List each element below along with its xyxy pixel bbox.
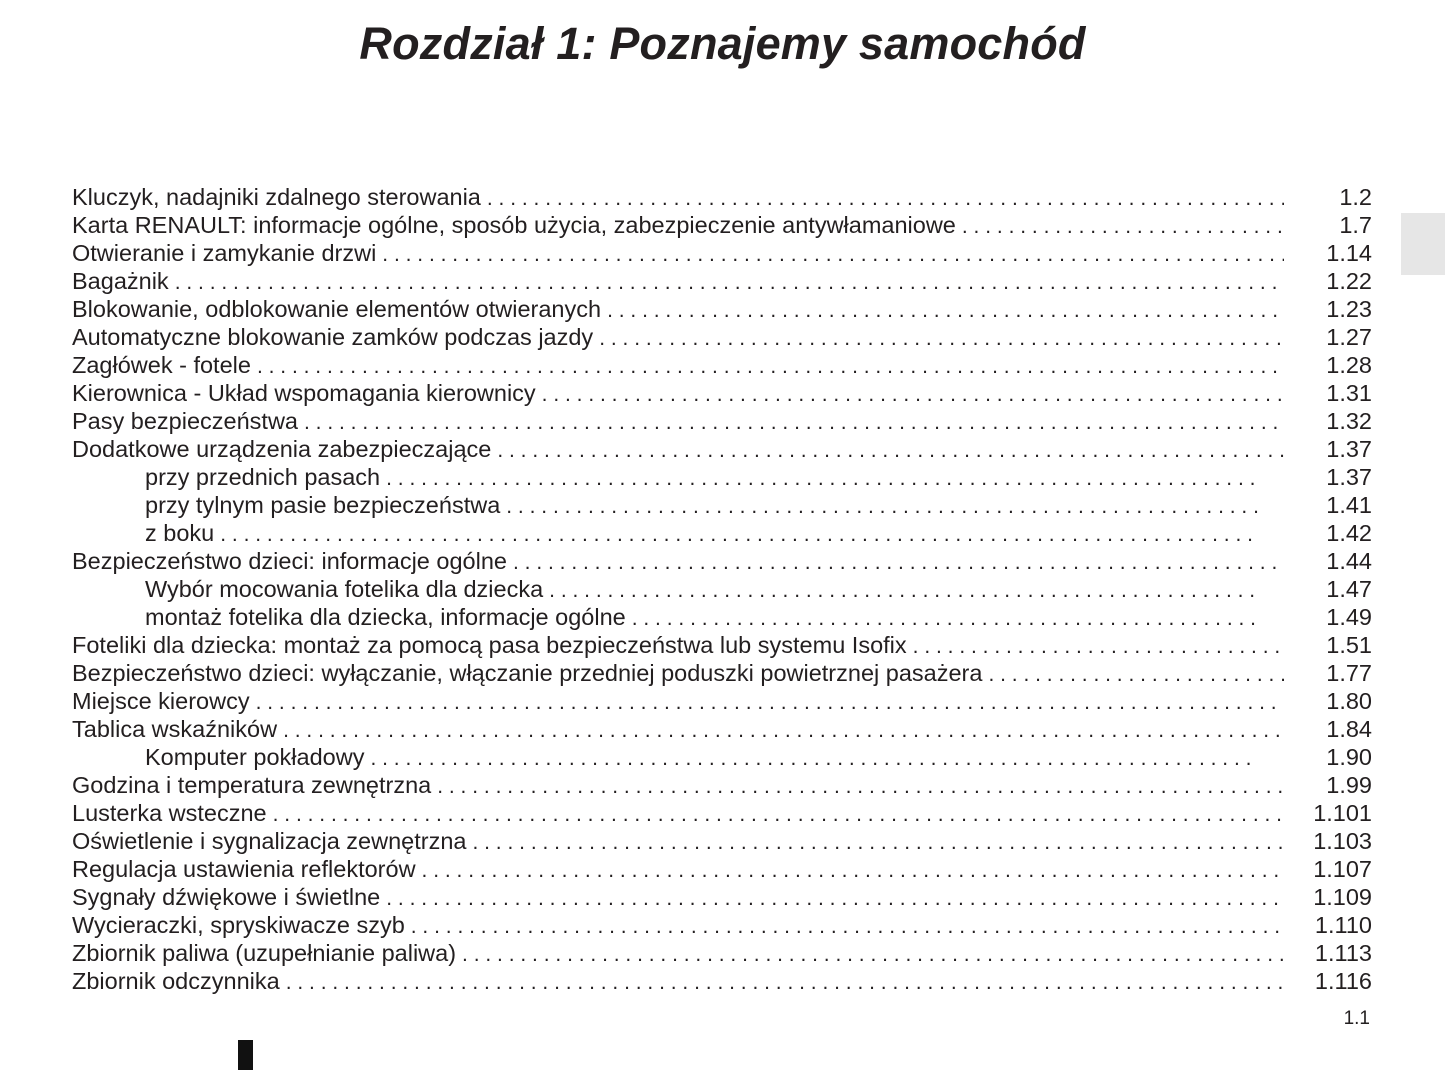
toc-entry[interactable] (72, 603, 1372, 631)
toc-dot-leader (487, 185, 1284, 213)
toc-dot-leader (506, 493, 1258, 521)
toc-entry-title: Bezpieczeństwo dzieci: wyłączanie, włączanie przedniej poduszki powietrznej pasażera (72, 660, 983, 686)
toc-entry-page: 1.109 (1313, 884, 1372, 910)
toc-entry-page: 1.110 (1314, 912, 1372, 938)
toc-entry-page: 1.99 (1326, 772, 1372, 798)
toc-entry-page: 1.103 (1313, 828, 1372, 854)
toc-entry-title: przy przednich pasach (145, 464, 381, 490)
toc-entry-page: 1.47 (1326, 576, 1372, 602)
toc-dot-leader (286, 969, 1284, 997)
toc-entry-title: Kluczyk, nadajniki zdalnego sterowania (72, 184, 481, 210)
toc-entry-title: Wybór mocowania fotelika dla dziecka (145, 576, 544, 602)
toc-dot-leader (386, 465, 1258, 493)
toc-dot-leader (462, 941, 1284, 969)
toc-entry-page: 1.7 (1339, 212, 1372, 238)
toc-dot-leader (607, 297, 1284, 325)
toc-entry-page: 1.49 (1326, 604, 1372, 630)
toc-dot-leader (422, 857, 1284, 885)
toc-entry-page: 1.101 (1313, 800, 1372, 826)
toc-entry[interactable] (72, 771, 1372, 799)
toc-entry-page: 1.42 (1326, 520, 1372, 546)
toc-entry[interactable] (72, 659, 1372, 687)
toc-entry[interactable] (72, 687, 1372, 715)
toc-entry-page: 1.44 (1326, 548, 1372, 574)
toc-entry-page: 1.41 (1326, 492, 1372, 518)
toc-entry[interactable] (72, 435, 1372, 463)
toc-entry-page: 1.28 (1326, 352, 1372, 378)
toc-entry[interactable] (72, 491, 1372, 519)
toc-dot-leader (549, 577, 1258, 605)
toc-entry[interactable] (72, 883, 1372, 911)
toc-dot-leader (175, 269, 1284, 297)
toc-entry-title: Karta RENAULT: informacje ogólne, sposób użycia, zabezpieczenie antywłamaniowe (72, 212, 956, 238)
toc-entry-title: Bagażnik (72, 268, 169, 294)
toc-entry-title: Automatyczne blokowanie zamków podczas jazdy (72, 324, 594, 350)
toc-dot-leader (913, 633, 1284, 661)
toc-entry[interactable] (72, 743, 1372, 771)
toc-entry[interactable] (72, 939, 1372, 967)
toc-entry-title: Kierownica - Układ wspomagania kierownicy (72, 380, 536, 406)
toc-entry[interactable] (72, 967, 1372, 995)
toc-entry[interactable] (72, 631, 1372, 659)
toc-entry-page: 1.31 (1326, 380, 1372, 406)
toc-entry-page: 1.113 (1314, 940, 1372, 966)
toc-entry[interactable] (72, 463, 1372, 491)
toc-entry-title: Foteliki dla dziecka: montaż za pomocą pasa bezpieczeństwa lub systemu Isofix (72, 632, 907, 658)
toc-entry-title: Wycieraczki, spryskiwacze szyb (72, 912, 405, 938)
toc-entry[interactable] (72, 183, 1372, 211)
toc-entry-title: Miejsce kierowcy (72, 688, 250, 714)
toc-entry-page: 1.84 (1326, 716, 1372, 742)
toc-entry[interactable] (72, 799, 1372, 827)
print-crop-mark (238, 1040, 253, 1070)
toc-dot-leader (472, 829, 1284, 857)
toc-entry-title: Otwieranie i zamykanie drzwi (72, 240, 377, 266)
toc-dot-leader (283, 717, 1284, 745)
chapter-tab-marker (1401, 213, 1445, 275)
toc-dot-leader (513, 549, 1284, 577)
toc-dot-leader (542, 381, 1284, 409)
toc-entry-page: 1.51 (1326, 632, 1372, 658)
toc-entry-title: Sygnały dźwiękowe i świetlne (72, 884, 381, 910)
toc-entry[interactable] (72, 211, 1372, 239)
toc-entry-page: 1.37 (1326, 436, 1372, 462)
toc-entry-title: Bezpieczeństwo dzieci: informacje ogólne (72, 548, 507, 574)
toc-entry-title: Blokowanie, odblokowanie elementów otwieranych (72, 296, 602, 322)
toc-entry[interactable] (72, 295, 1372, 323)
toc-dot-leader (497, 437, 1284, 465)
toc-entry-page: 1.2 (1339, 184, 1372, 210)
toc-entry[interactable] (72, 827, 1372, 855)
toc-dot-leader (411, 913, 1284, 941)
toc-entry-page: 1.27 (1326, 324, 1372, 350)
toc-entry[interactable] (72, 519, 1372, 547)
toc-dot-leader (256, 689, 1284, 717)
toc-entry-title: Regulacja ustawienia reflektorów (72, 856, 416, 882)
toc-entry-page: 1.14 (1326, 240, 1372, 266)
toc-dot-leader (962, 213, 1284, 241)
toc-entry-title: z boku (145, 520, 215, 546)
toc-entry-page: 1.32 (1326, 408, 1372, 434)
toc-entry-title: Oświetlenie i sygnalizacja zewnętrzna (72, 828, 467, 854)
toc-entry-title: Godzina i temperatura zewnętrzna (72, 772, 432, 798)
toc-entry-title: Zagłówek - fotele (72, 352, 251, 378)
toc-dot-leader (304, 409, 1284, 437)
toc-entry[interactable] (72, 351, 1372, 379)
table-of-contents (72, 183, 1372, 995)
toc-entry[interactable] (72, 715, 1372, 743)
chapter-title: Rozdział 1: Poznajemy samochód (359, 18, 1086, 69)
toc-entry-title: Komputer pokładowy (145, 744, 365, 770)
toc-entry-page: 1.37 (1326, 464, 1372, 490)
toc-entry-title: Dodatkowe urządzenia zabezpieczające (72, 436, 492, 462)
toc-entry-page: 1.107 (1313, 856, 1372, 882)
page-number: 1.1 (1343, 1008, 1370, 1029)
toc-entry-page: 1.116 (1314, 968, 1372, 994)
toc-entry[interactable] (72, 575, 1372, 603)
toc-dot-leader (257, 353, 1284, 381)
toc-entry-title: Lusterka wsteczne (72, 800, 267, 826)
toc-entry-title: przy tylnym pasie bezpieczeństwa (145, 492, 501, 518)
toc-dot-leader (386, 885, 1284, 913)
toc-entry-page: 1.22 (1326, 268, 1372, 294)
toc-entry-title: Zbiornik paliwa (uzupełnianie paliwa) (72, 940, 457, 966)
toc-entry-page: 1.90 (1326, 744, 1372, 770)
toc-entry-title: Pasy bezpieczeństwa (72, 408, 298, 434)
toc-entry[interactable] (72, 379, 1372, 407)
toc-entry[interactable] (72, 239, 1372, 267)
toc-entry-title: montaż fotelika dla dziecka, informacje ogólne (145, 604, 626, 630)
toc-entry-title: Zbiornik odczynnika (72, 968, 280, 994)
toc-entry[interactable] (72, 267, 1372, 295)
toc-entry[interactable] (72, 911, 1372, 939)
toc-entry-page: 1.80 (1326, 688, 1372, 714)
toc-entry-title: Tablica wskaźników (72, 716, 278, 742)
toc-dot-leader (988, 661, 1284, 689)
toc-dot-leader (370, 745, 1258, 773)
toc-entry-page: 1.23 (1326, 296, 1372, 322)
toc-entry[interactable] (72, 855, 1372, 883)
toc-entry-page: 1.77 (1326, 660, 1372, 686)
toc-dot-leader (599, 325, 1284, 353)
toc-dot-leader (382, 241, 1284, 269)
toc-entry[interactable] (72, 407, 1372, 435)
toc-dot-leader (437, 773, 1284, 801)
toc-dot-leader (632, 605, 1258, 633)
toc-entry[interactable] (72, 547, 1372, 575)
toc-entry[interactable] (72, 323, 1372, 351)
toc-dot-leader (220, 521, 1258, 549)
toc-dot-leader (273, 801, 1284, 829)
